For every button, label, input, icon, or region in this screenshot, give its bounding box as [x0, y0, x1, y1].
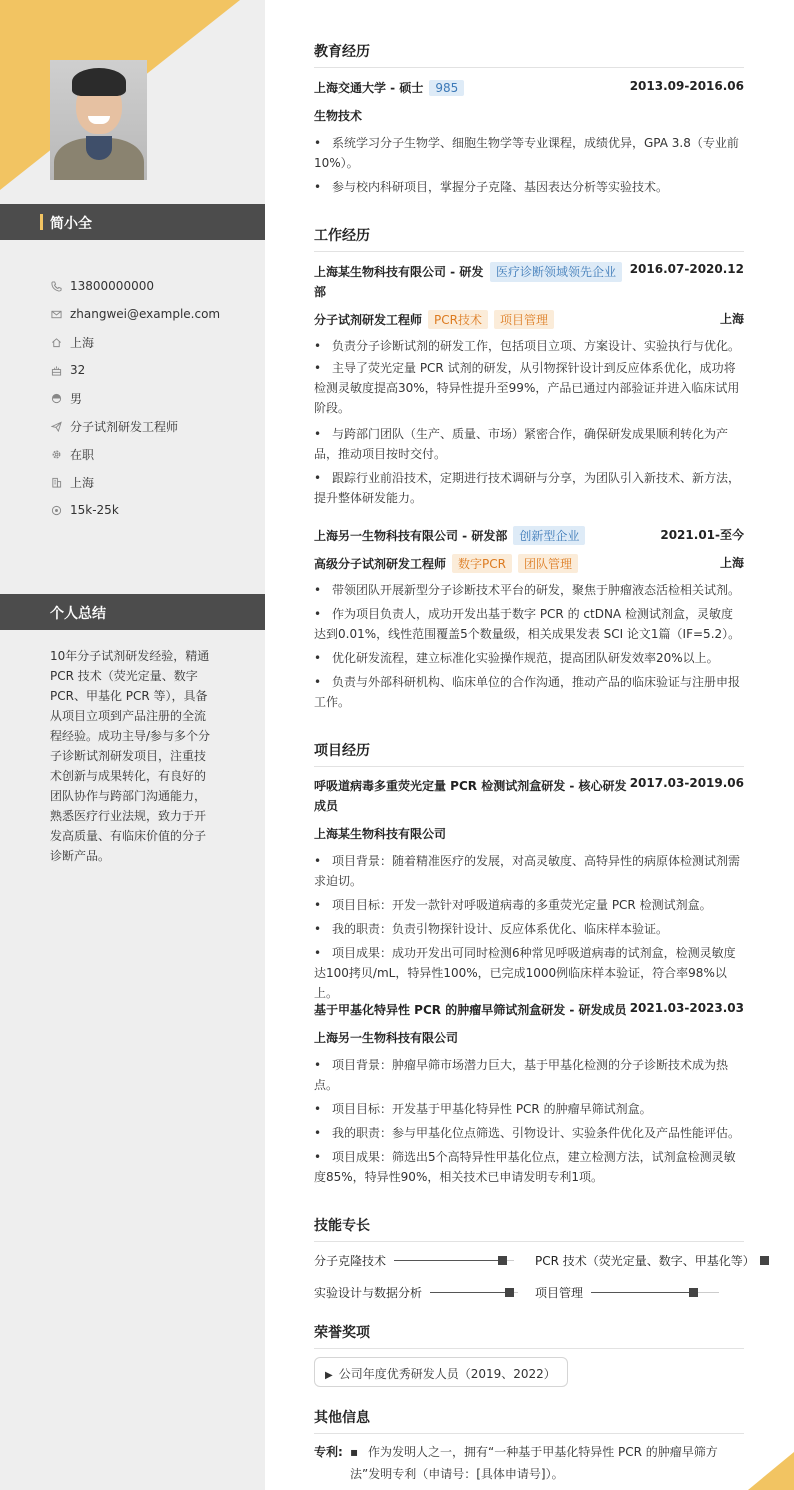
contact-text: 上海: [70, 475, 95, 490]
company-name: 上海另一生物科技有限公司 - 研发部: [314, 529, 508, 543]
project-date: 2021.03-2023.03: [629, 1001, 744, 1015]
list-item: • 项目背景：肿瘤早筛市场潜力巨大，基于甲基化检测的分子诊断技术成为热点。: [314, 1058, 729, 1092]
contact-salary: [50, 496, 220, 524]
play-icon: ▶: [325, 1370, 333, 1381]
skill-bar: [394, 1260, 502, 1261]
building-icon: [50, 476, 62, 488]
list-item: • 我的职责：参与甲基化位点筛选、引物设计、实验条件优化及产品性能评估。: [314, 1126, 741, 1140]
list-item: • 主导了荧光定量 PCR 试剂的研发，从引物探针设计到反应体系优化，成功将检测灵敏度提高30%，特异性提升至99%，产品已通过内部验证并进入临床试用阶段。: [314, 361, 740, 415]
project-name: 基于甲基化特异性 PCR 的肿瘤早筛试剂盒研发 - 研发成员: [314, 1003, 627, 1017]
list-item: • 负责与外部科研机构、临床单位的合作沟通，推动产品的临床验证与注册申报工作。: [314, 675, 741, 709]
job-position-row: [314, 554, 744, 573]
send-icon: [50, 420, 62, 432]
contact-home: [50, 328, 220, 356]
avatar: [50, 60, 147, 180]
job-header: [314, 262, 744, 302]
contact-text: zhangwei@example.com: [70, 307, 221, 321]
list-item: • 参与校内科研项目，掌握分子克隆、基因表达分析等实验技术。: [314, 180, 669, 194]
project-name: 呼吸道病毒多重荧光定量 PCR 检测试剂盒研发 - 核心研发成员: [314, 779, 627, 813]
corner-decoration: [748, 1452, 794, 1490]
candidate-name: 简小全: [50, 216, 92, 232]
school-tag: 985: [429, 80, 464, 96]
name-bar: [0, 204, 265, 240]
age-icon: [50, 364, 62, 376]
education-header: [314, 79, 744, 96]
phone-icon: [50, 280, 62, 292]
skill-knob: [760, 1256, 769, 1265]
contact-text: 15k-25k: [70, 503, 119, 517]
company-name: 上海某生物科技有限公司 - 研发部: [314, 265, 484, 299]
skill-name: PCR 技术（荧光定量、数字、甲基化等）: [535, 1254, 755, 1268]
salary-icon: [50, 504, 62, 516]
company-tag: 医疗诊断领域领先企业: [490, 262, 622, 282]
skill-bar: [591, 1292, 693, 1293]
summary-text: 10年分子试剂研发经验，精通PCR 技术（荧光定量、数字PCR、甲基化 PCR 等），具备从项目立项到产品注册的全流程经验。成功主导/参与多个分子诊断试剂研发项目，注重技术创新与成果转化，有良好的团队协作与跨部门沟通能力，熟悉医疗行业法规，致力于开发高质量、有临床价值的分子诊断产品。: [50, 649, 211, 863]
contact-age: [50, 356, 220, 384]
skill-tag: 项目管理: [494, 310, 554, 329]
job-header: [314, 526, 744, 545]
section-title-education: 教育经历: [314, 41, 744, 68]
home-icon: [50, 336, 62, 348]
list-item: • 项目目标：开发一款针对呼吸道病毒的多重荧光定量 PCR 检测试剂盒。: [314, 898, 712, 912]
list-item: • 项目成果：筛选出5个高特异性甲基化位点，建立检测方法，试剂盒检测灵敏度85%，特异性90%，相关技术已申请发明专利1项。: [314, 1150, 736, 1184]
list-item: • 我的职责：负责引物探针设计、反应体系优化、临床样本验证。: [314, 922, 669, 936]
list-item: • 项目目标：开发基于甲基化特异性 PCR 的肿瘤早筛试剂盒。: [314, 1102, 652, 1116]
bullet-dot: ▪: [350, 1445, 359, 1459]
list-item: • 带领团队开展新型分子诊断技术平台的研发，聚焦于肿瘤液态活检相关试剂。: [314, 583, 741, 597]
sidebar: [0, 0, 265, 1490]
school-name: 上海交通大学 - 硕士: [314, 81, 424, 95]
list-item: • 与跨部门团队（生产、质量、市场）紧密合作，确保研发成果顺利转化为产品，推动项目按时交付。: [314, 427, 729, 461]
job-position-row: [314, 310, 744, 329]
project-company: 上海另一生物科技有限公司: [314, 1031, 459, 1045]
list-item: • 跟踪行业前沿技术，定期进行技术调研与分享，为团队引入新技术、新方法，提升整体研发能力。: [314, 471, 741, 505]
gender-icon: [50, 392, 62, 404]
contact-text: 13800000000: [70, 279, 154, 293]
patent-text: 作为发明人之一，拥有“一种基于甲基化特异性 PCR 的肿瘤早筛方法”发明专利（申请号：[具体申请号]）。: [350, 1445, 718, 1481]
skill-tag: 团队管理: [518, 554, 578, 573]
contact-list: [50, 272, 220, 524]
contact-phone: [50, 272, 220, 300]
contact-position: [50, 412, 220, 440]
contact-text: 在职: [70, 447, 95, 462]
job-city: 上海: [719, 556, 744, 570]
award-text: 公司年度优秀研发人员（2019、2022）: [338, 1367, 556, 1381]
contact-status: [50, 440, 220, 468]
accent-mark: [40, 214, 43, 230]
skill-bar: [430, 1292, 509, 1293]
skill-tag: PCR技术: [428, 310, 488, 329]
project-company: 上海某生物科技有限公司: [314, 827, 447, 841]
skill-knob: [689, 1288, 698, 1297]
gear-icon: [50, 448, 62, 460]
contact-text: 上海: [70, 335, 95, 350]
education-major: 生物技术: [314, 109, 363, 123]
job-date: 2016.07-2020.12: [629, 262, 744, 276]
section-title-others: 其他信息: [314, 1407, 744, 1434]
skill-knob: [498, 1256, 507, 1265]
company-tag: 创新型企业: [513, 526, 585, 545]
job-city: 上海: [719, 312, 744, 326]
skill-tag: 数字PCR: [452, 554, 512, 573]
list-item: • 优化研发流程，建立标准化实验操作规范，提高团队研发效率20%以上。: [314, 651, 719, 665]
list-item: • 系统学习分子生物学、细胞生物学等专业课程，成绩优异，GPA 3.8（专业前10%）。: [314, 136, 739, 170]
section-title-skills: 技能专长: [314, 1215, 744, 1242]
contact-text: 男: [70, 391, 83, 406]
summary-title: 个人总结: [50, 606, 106, 622]
list-item: • 负责分子诊断试剂的研发工作，包括项目立项、方案设计、实验执行与优化。: [314, 339, 741, 353]
list-item: • 项目背景：随着精准医疗的发展，对高灵敏度、高特异性的病原体检测试剂需求迫切。: [314, 854, 741, 888]
list-item: • 作为项目负责人，成功开发出基于数字 PCR 的 ctDNA 检测试剂盒，灵敏度达到0.01%，线性范围覆盖5个数量级，相关成果发表 SCI 论文1篇（IF=5.2）。: [314, 607, 741, 641]
skill-name: 实验设计与数据分析: [314, 1286, 423, 1300]
summary-header: [0, 594, 265, 630]
position-title: 分子试剂研发工程师: [314, 313, 423, 327]
skill-name: 项目管理: [535, 1286, 584, 1300]
award-item[interactable]: [314, 1357, 568, 1387]
section-title-work: 工作经历: [314, 225, 744, 252]
project-header: [314, 776, 744, 816]
job-date: 2021.01-至今: [660, 528, 744, 542]
contact-text: 分子试剂研发工程师: [70, 419, 179, 434]
mail-icon: [50, 308, 62, 320]
section-title-honors: 荣誉奖项: [314, 1322, 744, 1349]
contact-city: [50, 468, 220, 496]
list-item: • 项目成果：成功开发出可同时检测6种常见呼吸道病毒的试剂盒，检测灵敏度达100拷贝/mL，特异性100%，已完成1000例临床样本验证，符合率98%以上。: [314, 946, 736, 1000]
project-header: [314, 1001, 744, 1018]
project-date: 2017.03-2019.06: [629, 776, 744, 790]
contact-text: 32: [70, 363, 86, 377]
contact-email: [50, 300, 220, 328]
section-title-projects: 项目经历: [314, 740, 744, 767]
skill-item: [535, 1252, 785, 1269]
skill-name: 分子克隆技术: [314, 1254, 387, 1268]
skill-knob: [505, 1288, 514, 1297]
contact-gender: [50, 384, 220, 412]
education-date: 2013.09-2016.06: [629, 79, 744, 93]
position-title: 高级分子试剂研发工程师: [314, 557, 447, 571]
patent-label: 专利:: [314, 1445, 343, 1459]
